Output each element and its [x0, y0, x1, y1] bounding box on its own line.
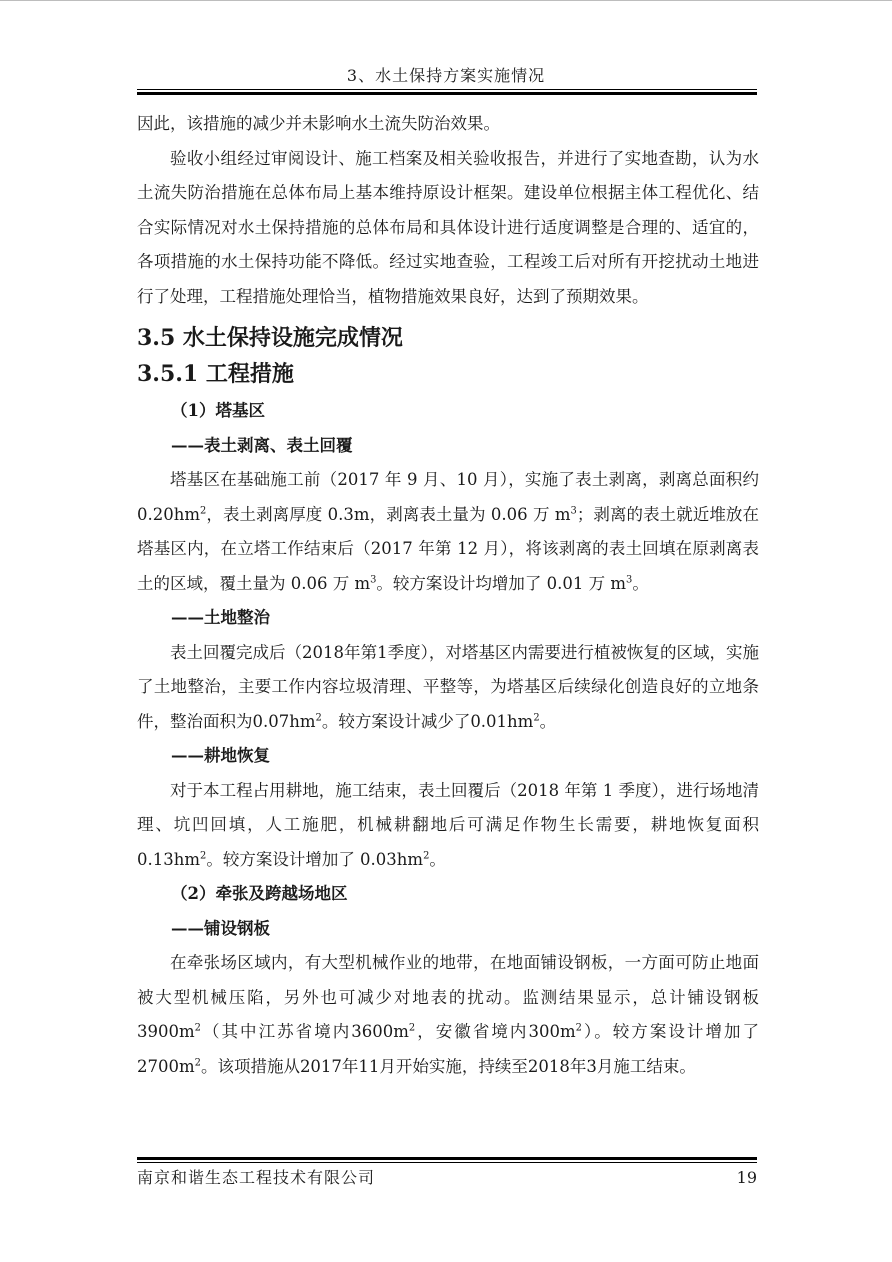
paragraph-farmland-restoration: 对于本工程占用耕地，施工结束，表土回覆后（2018 年第 1 季度），进行场地清理、坑凹回填，人工施肥，机械耕翻地后可满足作物生长需要，耕地恢复面积 $0.13hm^2$。较方案设计增加了 $0.03hm^2$。 [137, 780, 759, 869]
running-header-title: 3、水土保持方案实施情况 [346, 66, 546, 85]
page-top-edge [0, 0, 892, 1]
footer-page-number: 19 [736, 1168, 757, 1187]
footer-company-name: 南京和谐生态工程技术有限公司 [137, 1168, 376, 1187]
subsection-tension-crossing-area: （2）牵张及跨越场地区 [171, 884, 348, 903]
paragraph-topsoil-stripping: 塔基区在基础施工前（2017 年 9 月、10 月），实施了表土剥离，剥离总面积约 $0.20hm^2$，表土剥离厚度 0.3m，剥离表土量为 0.06 万 $m^3$；剥离的表土就近堆放在塔基区内，在立塔工作结束后（2017 年第 12 月），将该剥离的表土回填在原剥离表土的区域，覆土量为 0.06 万 $m^3$。较方案设计均增加了 0.01 万 $m^3$。 [137, 470, 759, 593]
header-rule-thick [137, 92, 757, 95]
paragraph-acceptance: 验收小组经过审阅设计、施工档案及相关验收报告，并进行了实地查勘，认为水土流失防治措施在总体布局上基本维持原设计框架。建设单位根据主体工程优化、结合实际情况对水土保持措施的总体布局和具体设计进行适度调整是合理的、适宜的，各项措施的水土保持功能不降低。经过实地查验，工程竣工后对所有开挖扰动土地进行了处理，工程措施处理恰当，植物措施效果良好，达到了预期效果。 [137, 148, 759, 306]
footer-rule-thin [137, 1162, 757, 1163]
item-farmland-restoration: ——耕地恢复 [171, 746, 270, 765]
paragraph-land-remediation: 表土回覆完成后（2018年第1季度），对塔基区内需要进行植被恢复的区域，实施了土地整治，主要工作内容垃圾清理、平整等，为塔基区后续绿化创造良好的立地条件，整治面积为$0.07hm^2$。较方案设计减少了$0.01hm^2$。 [137, 642, 759, 731]
page-body [137, 107, 759, 1084]
section-heading-3-5-1: 3.5.1 工程措施 [137, 361, 294, 387]
item-steel-plate-laying: ——铺设钢板 [171, 918, 270, 938]
paragraph-steel-plate-laying: 在牵张场区域内，有大型机械作业的地带，在地面铺设钢板，一方面可防止地面被大型机械压陷，另外也可减少对地表的扰动。监测结果显示，总计铺设钢板$3900m^2$（其中江苏省境内$3600m^2$，安徽省境内$300m^2$）。较方案设计增加了$2700m^2$。该项措施从2017年11月开始实施，持续至2018年3月施工结束。 [137, 953, 760, 1076]
subsection-tower-area: （1）塔基区 [171, 401, 265, 420]
paragraph-conclusion: 因此，该措施的减少并未影响水土流失防治效果。 [137, 114, 500, 133]
header-rule-thin [137, 89, 757, 90]
footer-rule-thick [137, 1157, 757, 1160]
item-topsoil-stripping: ——表土剥离、表土回覆 [171, 435, 353, 455]
item-land-remediation: ——土地整治 [171, 608, 270, 627]
section-heading-3-5: 3.5 水土保持设施完成情况 [137, 325, 403, 351]
